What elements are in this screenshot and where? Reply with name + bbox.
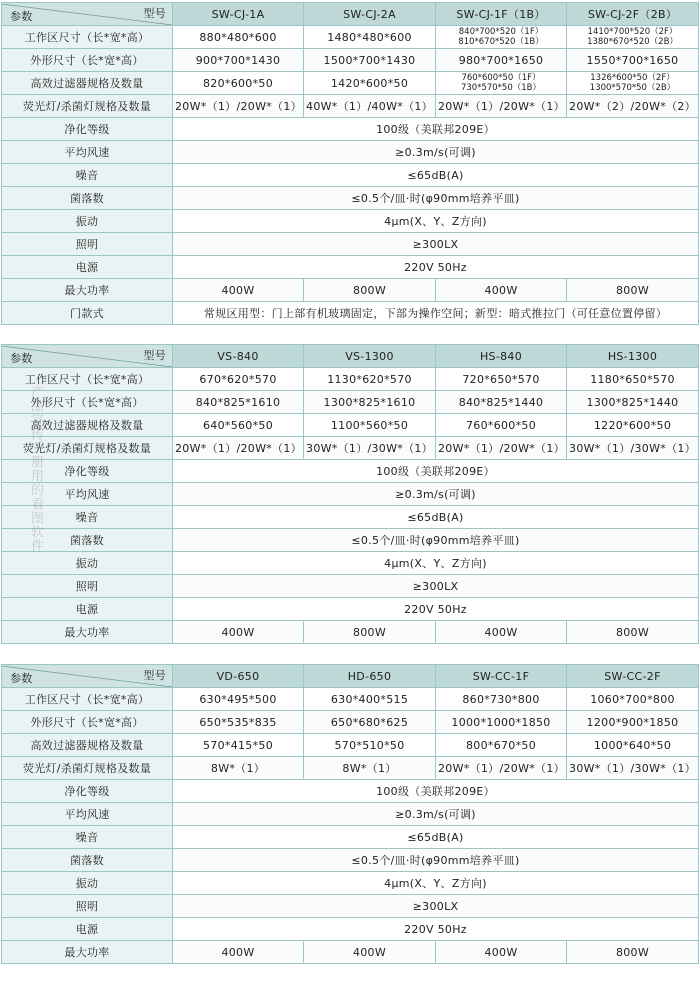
spec-row [2, 49, 699, 72]
spec-value-span: 100级（美联邦209E） [173, 460, 699, 483]
spec-value: 20W*（1）/20W*（1） [436, 95, 567, 118]
spec-row [2, 95, 699, 118]
header-param-label: 参数 [10, 351, 33, 365]
spec-value: 30W*（1）/30W*（1） [567, 437, 699, 460]
row-label: 振动 [2, 552, 173, 575]
row-label: 工作区尺寸（长*宽*高） [2, 688, 173, 711]
row-label: 工作区尺寸（长*宽*高） [2, 26, 173, 49]
row-label: 门款式 [2, 302, 173, 325]
spec-value: 670*620*570 [173, 368, 304, 391]
spec-value: 20W*（1）/20W*（1） [173, 437, 304, 460]
header-param-label: 参数 [10, 9, 33, 23]
spec-value: 30W*（1）/30W*（1） [304, 437, 436, 460]
spec-value: 630*495*500 [173, 688, 304, 711]
spec-value: 570*415*50 [173, 734, 304, 757]
row-label: 荧光灯/杀菌灯规格及数量 [2, 95, 173, 118]
spec-table-3 [1, 664, 699, 964]
spec-value: 400W [173, 941, 304, 964]
spec-value: 570*510*50 [304, 734, 436, 757]
spec-value: 40W*（1）/40W*（1） [304, 95, 436, 118]
row-label: 电源 [2, 598, 173, 621]
row-label: 菌落数 [2, 187, 173, 210]
spec-value: 20W*（1）/20W*（1） [173, 95, 304, 118]
spec-value-span: 220V 50Hz [173, 256, 699, 279]
header-model-label: 型号 [143, 348, 166, 362]
spec-value: 1000*640*50 [567, 734, 699, 757]
spec-value: 1130*620*570 [304, 368, 436, 391]
spec-row [2, 757, 699, 780]
spec-row [2, 210, 699, 233]
spec-value: 1060*700*800 [567, 688, 699, 711]
row-label: 荧光灯/杀菌灯规格及数量 [2, 437, 173, 460]
spec-value-line: 1300*570*50（2B） [589, 83, 676, 93]
spec-row [2, 552, 699, 575]
spec-value-span: ≤65dB(A) [173, 826, 699, 849]
spec-row [2, 187, 699, 210]
spec-value: 8W*（1） [173, 757, 304, 780]
row-label: 噪音 [2, 164, 173, 187]
header-param-label: 参数 [10, 671, 33, 685]
model-name: VD-650 [173, 665, 304, 688]
spec-value-span: ≤65dB(A) [173, 164, 699, 187]
spec-value: 1100*560*50 [304, 414, 436, 437]
spec-value: 1550*700*1650 [567, 49, 699, 72]
spec-value: 820*600*50 [173, 72, 304, 95]
spec-table-2 [1, 344, 699, 644]
spec-value [567, 26, 699, 49]
spec-value [436, 26, 567, 49]
spec-row [2, 368, 699, 391]
spec-row [2, 918, 699, 941]
spec-value: 20W*（1）/20W*（1） [436, 437, 567, 460]
row-label: 外形尺寸（长*宽*高） [2, 49, 173, 72]
row-label: 振动 [2, 872, 173, 895]
spec-row [2, 460, 699, 483]
spec-value: 800W [304, 279, 436, 302]
spec-value: 20W*（1）/20W*（1） [436, 757, 567, 780]
row-label: 平均风速 [2, 803, 173, 826]
spec-value: 1480*480*600 [304, 26, 436, 49]
spec-value: 400W [173, 279, 304, 302]
header-corner [2, 665, 173, 688]
header-corner [2, 3, 173, 26]
spec-row [2, 233, 699, 256]
row-label: 荧光灯/杀菌灯规格及数量 [2, 757, 173, 780]
spec-value: 400W [436, 621, 567, 644]
spec-row [2, 26, 699, 49]
spec-row [2, 941, 699, 964]
spec-value: 860*730*800 [436, 688, 567, 711]
spec-value: 630*400*515 [304, 688, 436, 711]
row-label: 照明 [2, 575, 173, 598]
header-row [2, 3, 699, 26]
row-label: 最大功率 [2, 941, 173, 964]
header-corner [2, 345, 173, 368]
spec-value-span: ≥0.3m/s(可调) [173, 803, 699, 826]
spec-row [2, 895, 699, 918]
spec-value-span: ≥300LX [173, 575, 699, 598]
spec-row [2, 621, 699, 644]
spec-value: 400W [304, 941, 436, 964]
spec-value-span: 4μm(X、Y、Z方向) [173, 552, 699, 575]
spec-row [2, 256, 699, 279]
spec-table-1 [1, 2, 699, 325]
spec-value [567, 72, 699, 95]
spec-value: 1220*600*50 [567, 414, 699, 437]
spec-value-span: 100级（美联邦209E） [173, 780, 699, 803]
row-label: 外形尺寸（长*宽*高） [2, 711, 173, 734]
spec-value: 800W [567, 621, 699, 644]
spec-row [2, 141, 699, 164]
spec-row [2, 483, 699, 506]
row-label: 最大功率 [2, 621, 173, 644]
row-label: 噪音 [2, 826, 173, 849]
header-model-label: 型号 [143, 6, 166, 20]
spec-row [2, 72, 699, 95]
spec-value: 20W*（2）/20W*（2） [567, 95, 699, 118]
spec-value: 1000*1000*1850 [436, 711, 567, 734]
spec-value-span: ≤0.5个/皿·时(φ90mm培养平皿) [173, 849, 699, 872]
spec-value-span: ≥300LX [173, 895, 699, 918]
spec-row [2, 849, 699, 872]
spec-row [2, 529, 699, 552]
model-name: SW-CC-2F [567, 665, 699, 688]
model-name: SW-CJ-1A [173, 3, 304, 26]
row-label: 电源 [2, 256, 173, 279]
spec-row [2, 437, 699, 460]
spec-row [2, 598, 699, 621]
spec-row [2, 391, 699, 414]
spec-row [2, 414, 699, 437]
model-name: HD-650 [304, 665, 436, 688]
row-label: 菌落数 [2, 529, 173, 552]
row-label: 净化等级 [2, 780, 173, 803]
spec-row [2, 688, 699, 711]
spec-row [2, 118, 699, 141]
row-label: 最大功率 [2, 279, 173, 302]
spec-value-span: 220V 50Hz [173, 918, 699, 941]
spec-value: 880*480*600 [173, 26, 304, 49]
row-label: 振动 [2, 210, 173, 233]
spec-value: 900*700*1430 [173, 49, 304, 72]
row-label: 噪音 [2, 506, 173, 529]
spec-value: 1180*650*570 [567, 368, 699, 391]
spec-row [2, 302, 699, 325]
spec-value: 400W [436, 941, 567, 964]
spec-value-span: ≥300LX [173, 233, 699, 256]
spec-row [2, 506, 699, 529]
spec-value: 840*825*1440 [436, 391, 567, 414]
spec-value: 800W [567, 941, 699, 964]
spec-row [2, 734, 699, 757]
spec-value-line: 730*570*50（1B） [460, 83, 541, 93]
spec-value-span: 常规区用型：门上部有机玻璃固定，下部为操作空间；新型：暗式推拉门（可任意位置停留） [173, 302, 699, 325]
spec-value: 1300*825*1610 [304, 391, 436, 414]
spec-value: 8W*（1） [304, 757, 436, 780]
spec-value-span: 100级（美联邦209E） [173, 118, 699, 141]
spec-value: 650*535*835 [173, 711, 304, 734]
row-label: 高效过滤器规格及数量 [2, 734, 173, 757]
spec-value: 30W*（1）/30W*（1） [567, 757, 699, 780]
model-name: VS-1300 [304, 345, 436, 368]
header-row [2, 345, 699, 368]
row-label: 高效过滤器规格及数量 [2, 414, 173, 437]
spec-value-line: 840*700*520（1F） [458, 27, 544, 37]
spec-row [2, 780, 699, 803]
spec-value: 720*650*570 [436, 368, 567, 391]
spec-row [2, 164, 699, 187]
row-label: 平均风速 [2, 483, 173, 506]
spec-value: 800W [304, 621, 436, 644]
row-label: 菌落数 [2, 849, 173, 872]
spec-value: 640*560*50 [173, 414, 304, 437]
spec-value-span: ≤0.5个/皿·时(φ90mm培养平皿) [173, 529, 699, 552]
spec-value: 650*680*625 [304, 711, 436, 734]
spec-value-line: 760*600*50（1F） [461, 73, 541, 83]
row-label: 照明 [2, 233, 173, 256]
model-name: SW-CJ-2A [304, 3, 436, 26]
spec-value-span: ≤0.5个/皿·时(φ90mm培养平皿) [173, 187, 699, 210]
spec-value-span: ≥0.3m/s(可调) [173, 141, 699, 164]
spec-value: 980*700*1650 [436, 49, 567, 72]
spec-value-span: 4μm(X、Y、Z方向) [173, 210, 699, 233]
row-label: 电源 [2, 918, 173, 941]
spec-value-span: 4μm(X、Y、Z方向) [173, 872, 699, 895]
spec-value: 1500*700*1430 [304, 49, 436, 72]
spec-value: 1420*600*50 [304, 72, 436, 95]
spec-value-line: 1410*700*520（2F） [587, 27, 678, 37]
row-label: 工作区尺寸（长*宽*高） [2, 368, 173, 391]
spec-row [2, 575, 699, 598]
row-label: 外形尺寸（长*宽*高） [2, 391, 173, 414]
model-name: SW-CJ-2F（2B） [567, 3, 699, 26]
model-name: SW-CC-1F [436, 665, 567, 688]
spec-row [2, 803, 699, 826]
spec-value-span: ≥0.3m/s(可调) [173, 483, 699, 506]
spec-value: 1300*825*1440 [567, 391, 699, 414]
header-model-label: 型号 [143, 668, 166, 682]
spec-value: 800W [567, 279, 699, 302]
model-name: VS-840 [173, 345, 304, 368]
spec-value: 800*670*50 [436, 734, 567, 757]
row-label: 净化等级 [2, 118, 173, 141]
model-name: SW-CJ-1F（1B） [436, 3, 567, 26]
spec-row [2, 279, 699, 302]
watermark: 产品宣传手册用的看图软件 [28, 385, 43, 553]
spec-value [436, 72, 567, 95]
spec-value: 840*825*1610 [173, 391, 304, 414]
row-label: 高效过滤器规格及数量 [2, 72, 173, 95]
spec-value-line: 1326*600*50（2F） [590, 73, 675, 83]
spec-row [2, 826, 699, 849]
model-name: HS-840 [436, 345, 567, 368]
row-label: 照明 [2, 895, 173, 918]
spec-value: 1200*900*1850 [567, 711, 699, 734]
header-row [2, 665, 699, 688]
row-label: 平均风速 [2, 141, 173, 164]
spec-value-span: ≤65dB(A) [173, 506, 699, 529]
spec-row [2, 872, 699, 895]
spec-value-line: 1380*670*520（2B） [587, 37, 678, 47]
spec-value: 400W [173, 621, 304, 644]
row-label: 净化等级 [2, 460, 173, 483]
spec-value: 400W [436, 279, 567, 302]
spec-row [2, 711, 699, 734]
spec-value-span: 220V 50Hz [173, 598, 699, 621]
spec-value-line: 810*670*520（1B） [458, 37, 544, 47]
model-name: HS-1300 [567, 345, 699, 368]
spec-value: 760*600*50 [436, 414, 567, 437]
